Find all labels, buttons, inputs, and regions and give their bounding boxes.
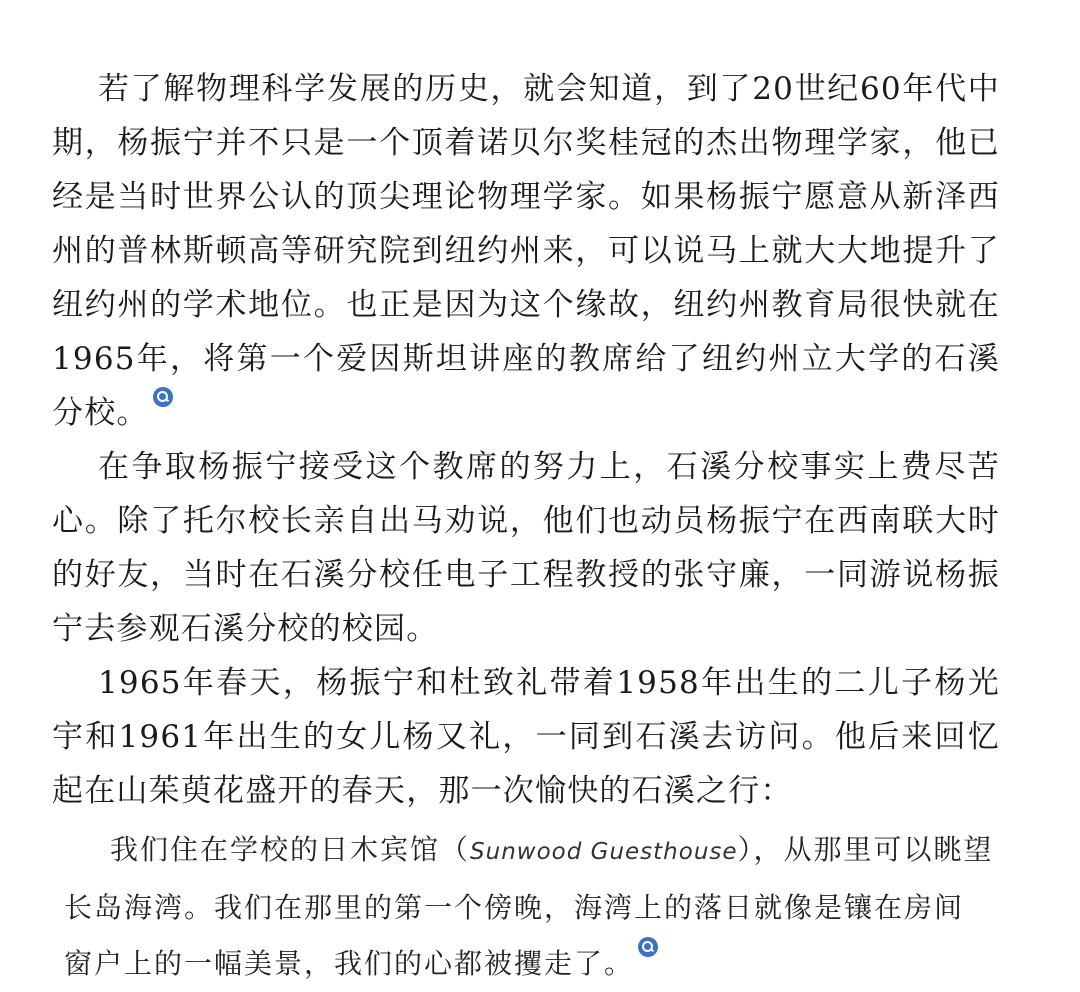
paragraph-3-text: 1965年春天，杨振宁和杜致礼带着1958年出生的二儿子杨光宇和1961年出生的女儿杨又礼，一同到石溪去访问。他后来回忆起在山茱萸花盛开的春天，那一次愉快的石溪之行： (52, 665, 1000, 809)
paragraph-2-text: 在争取杨振宁接受这个教席的努力上，石溪分校事实上费尽苦心。除了托尔校长亲自出马劝说，他们也动员杨振宁在西南联大时的好友，当时在石溪分校任电子工程教授的张守廉，一同游说杨振宁去参观石溪分校的校园。 (52, 449, 1000, 647)
magnifier-icon[interactable] (153, 387, 173, 407)
quote-text-cutoff: 房间窗户上的一幅美景，我们的心都被攫走了。 (64, 891, 965, 980)
article-body (52, 62, 1000, 992)
paragraph-1-text: 若了解物理科学发展的历史，就会知道，到了20世纪60年代中期，杨振宁并不只是一个顶着诺贝尔奖桂冠的杰出物理学家，他已经是当时世界公认的顶尖理论物理学家。如果杨振宁愿意从新泽西州的普林斯顿高等研究院到纽约州来，可以说马上就大大地提升了纽约州的学术地位。也正是因为这个缘故，纽约州教育局很快就在1965年，将第一个爱因斯坦讲座的教席给了纽约州立大学的石溪分校。 (52, 71, 1000, 431)
paragraph-1 (52, 62, 1000, 440)
quote-latin-name: Sunwood Guesthouse (470, 839, 738, 865)
paragraph-3 (52, 656, 1000, 818)
magnifier-icon[interactable] (638, 937, 658, 957)
paragraph-2 (52, 440, 1000, 656)
quote-text-after: ），从那里可以眺望长岛海湾。我们在那里的第一个傍晚，海湾上的落日就像是镶在 (64, 833, 994, 924)
quote-text-before: 我们住在学校的日木宾馆（ (110, 833, 471, 866)
quote-block (64, 822, 994, 992)
